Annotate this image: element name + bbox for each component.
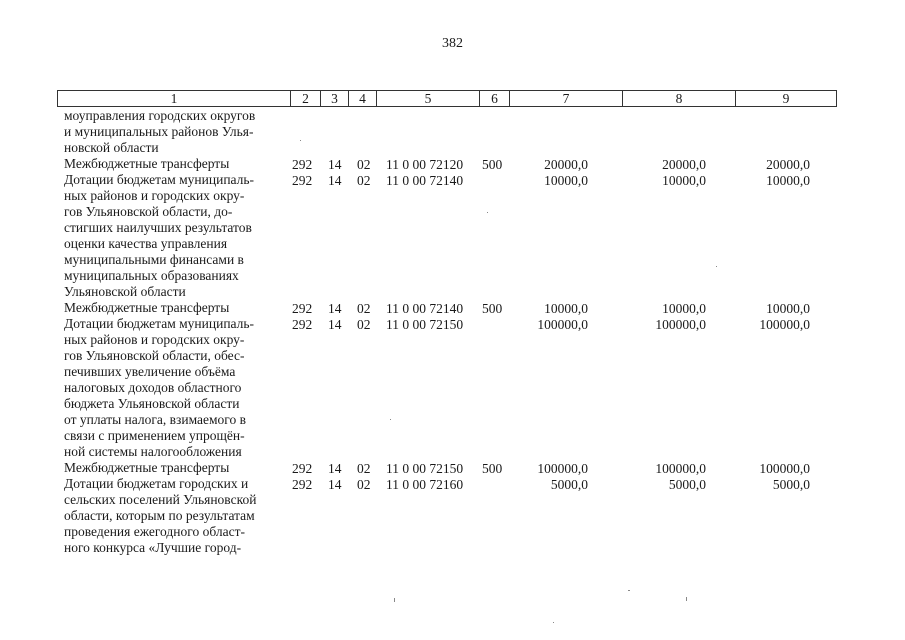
gov-code: 292 [292,157,313,172]
scan-speck [628,590,630,591]
row-description [64,316,282,460]
gov-code: 292 [292,477,313,492]
amount-col-8: 100000,0 [655,461,706,476]
section-code: 14 [328,157,342,172]
section-code: 14 [328,477,342,492]
subsection-code: 02 [357,157,371,172]
description-line: и муниципальных районов Улья- [64,124,254,139]
expense-type: 500 [482,301,503,316]
header-col-7: 7 [510,91,623,106]
gov-code: 292 [292,173,313,188]
amount-col-7: 5000,0 [550,477,588,492]
scan-speck [487,212,488,213]
amount-col-9: 100000,0 [759,317,810,332]
amount-col-7: 20000,0 [544,157,588,172]
amount-col-9: 5000,0 [772,477,810,492]
description-line: ного конкурса «Лучшие город- [64,540,242,555]
target-article: 11 0 00 72160 [386,477,464,492]
target-article: 11 0 00 72140 [386,301,464,316]
section-code: 14 [328,173,342,188]
header-col-8: 8 [623,91,736,106]
target-article: 11 0 00 72140 [386,173,464,188]
header-col-9: 9 [782,91,790,106]
description-line: проведения ежегодного област- [64,524,245,539]
header-col-2: 2 [291,91,321,106]
section-code: 14 [328,317,342,332]
header-col-4: 4 [349,91,377,106]
amount-col-7: 10000,0 [544,301,588,316]
gov-code: 292 [292,301,313,316]
amount-col-7: 100000,0 [537,461,588,476]
header-col-1: 1 [58,91,291,106]
scan-speck [394,598,395,602]
amount-col-9: 20000,0 [766,157,810,172]
row-description [64,300,282,316]
description-line: ных районов и городских окру- [64,332,245,347]
description-line: Межбюджетные трансферты [64,460,230,475]
expense-type: 500 [482,157,503,172]
amount-col-8: 20000,0 [662,157,706,172]
row-description [64,476,282,556]
target-article: 11 0 00 72150 [386,461,464,476]
description-line: ной системы налогообложения [64,444,242,459]
amount-col-8: 10000,0 [662,173,706,188]
gov-code: 292 [292,317,313,332]
amount-col-8: 100000,0 [655,317,706,332]
subsection-code: 02 [357,301,371,316]
description-line: печивших увеличение объёма [64,364,236,379]
description-line: Межбюджетные трансферты [64,156,230,171]
amount-col-8: 5000,0 [668,477,706,492]
gov-code: 292 [292,461,313,476]
scan-speck [553,622,554,623]
description-line: от уплаты налога, взимаемого в [64,412,247,427]
section-code: 14 [328,461,342,476]
description-line: новской области [64,140,159,155]
description-line: Ульяновской области [64,284,186,299]
subsection-code: 02 [357,477,371,492]
row-description [64,460,282,476]
header-col-5: 5 [377,91,480,106]
subsection-code: 02 [357,461,371,476]
target-article: 11 0 00 72150 [386,317,464,332]
page-number: 382 [442,36,463,51]
description-line: гов Ульяновской области, до- [64,204,233,219]
description-line: Дотации бюджетам муниципаль- [64,316,255,331]
description-line: стигших наилучших результатов [64,220,252,235]
amount-col-7: 100000,0 [537,317,588,332]
scan-speck [716,266,717,267]
description-line: моуправления городских округов [64,108,256,123]
description-line: оценки качества управления [64,236,228,251]
description-line: налоговых доходов областного [64,380,242,395]
section-code: 14 [328,301,342,316]
expense-type: 500 [482,461,503,476]
scan-speck [300,140,301,141]
description-line: гов Ульяновской области, обес- [64,348,245,363]
description-line: муниципальных образованиях [64,268,239,283]
description-line: связи с применением упрощён- [64,428,245,443]
description-line: Дотации бюджетам городских и [64,476,249,491]
amount-col-8: 10000,0 [662,301,706,316]
scan-speck [686,597,687,601]
target-article: 11 0 00 72120 [386,157,464,172]
row-description [64,156,282,172]
amount-col-7: 10000,0 [544,173,588,188]
description-line: муниципальными финансами в [64,252,244,267]
description-line: сельских поселений Ульяновской [64,492,257,507]
amount-col-9: 100000,0 [759,461,810,476]
header-col-3: 3 [321,91,349,106]
description-line: бюджета Ульяновской области [64,396,240,411]
amount-col-9: 10000,0 [766,301,810,316]
scan-speck [390,419,391,420]
subsection-code: 02 [357,317,371,332]
description-line: области, которым по результатам [64,508,255,523]
subsection-code: 02 [357,173,371,188]
description-line: Межбюджетные трансферты [64,300,230,315]
header-col-6: 6 [480,91,510,106]
description-line: Дотации бюджетам муниципаль- [64,172,255,187]
row-description [64,172,282,300]
amount-col-9: 10000,0 [766,173,810,188]
description-line: ных районов и городских окру- [64,188,245,203]
row-description [64,108,282,156]
